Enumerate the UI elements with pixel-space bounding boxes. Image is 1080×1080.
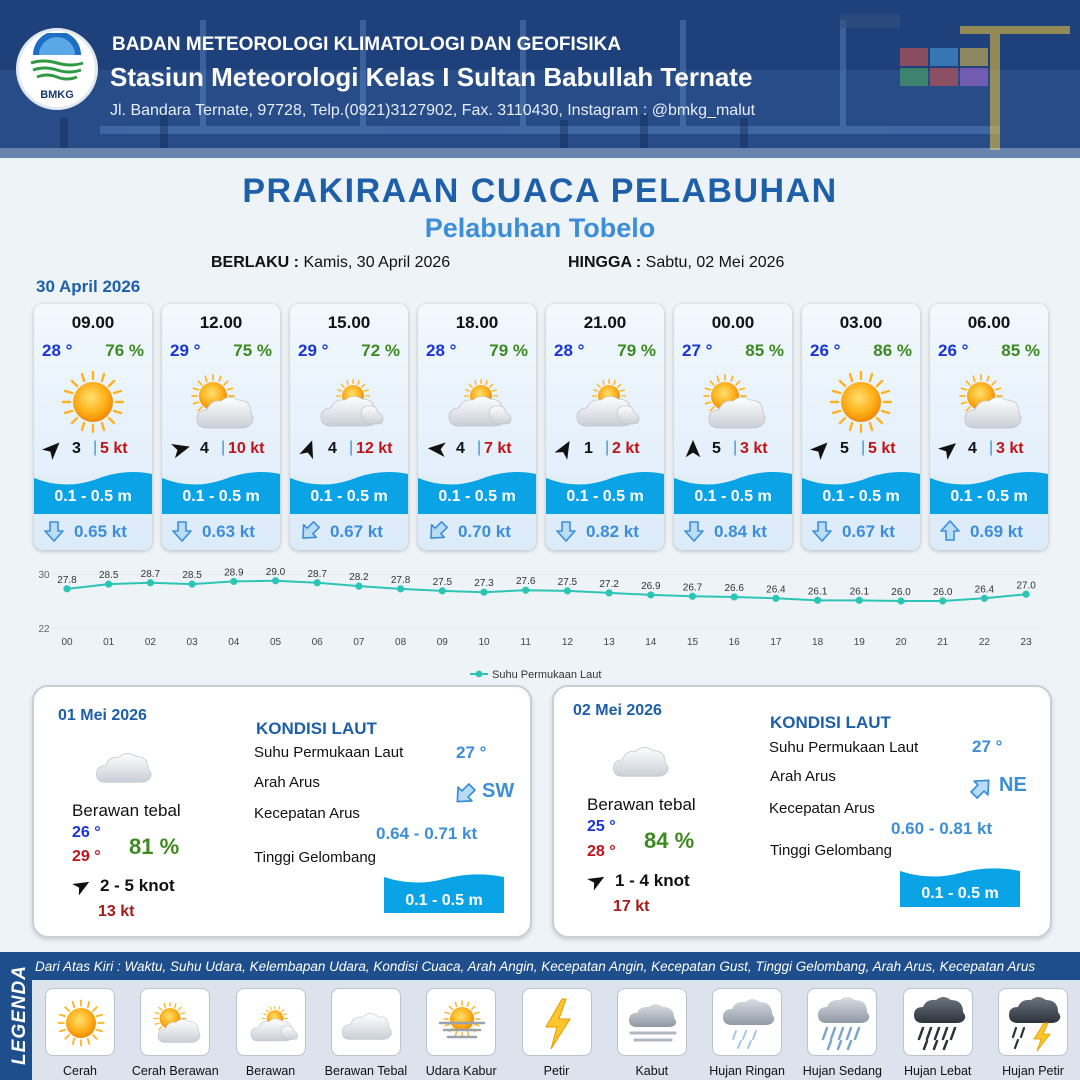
x-tick-label: 04 bbox=[228, 637, 240, 648]
sst-value: 27 ° bbox=[972, 737, 1003, 756]
data-label: 28.5 bbox=[182, 570, 202, 582]
card-temperature: 29 ° bbox=[170, 341, 201, 360]
wave-height-value: 0.1 - 0.5 m bbox=[921, 885, 999, 902]
data-label: 26.1 bbox=[807, 586, 828, 598]
panel-wind-speed: 2 - 5 knot bbox=[100, 876, 175, 895]
card-time: 00.00 bbox=[711, 313, 755, 332]
card-gust: 3 kt bbox=[996, 440, 1024, 457]
sun-cloud-icon bbox=[146, 993, 206, 1053]
forecast-date: 30 April 2026 bbox=[36, 277, 141, 296]
legend-label: Suhu Permukaan Laut bbox=[492, 669, 602, 681]
sst-value: 27 ° bbox=[456, 743, 487, 762]
current-direction-icon bbox=[554, 519, 578, 543]
x-tick-label: 07 bbox=[353, 637, 365, 648]
card-gust: 2 kt bbox=[612, 440, 640, 457]
card-wind-speed: 4 bbox=[200, 440, 209, 457]
x-tick-label: 19 bbox=[853, 637, 865, 648]
data-label: 27.0 bbox=[1016, 580, 1036, 592]
data-label: 27.6 bbox=[515, 576, 536, 588]
y-tick-label: 22 bbox=[38, 624, 50, 635]
sun-icon bbox=[821, 366, 901, 438]
data-point bbox=[439, 587, 446, 594]
legend-item-label: Hujan Petir bbox=[1002, 1064, 1064, 1078]
card-wind-speed: 3 bbox=[72, 440, 81, 457]
card-wind-speed: 5 bbox=[840, 440, 849, 457]
panel-humidity: 81 % bbox=[129, 834, 180, 859]
cloud-icon bbox=[89, 739, 159, 789]
data-point bbox=[480, 589, 487, 596]
sea-surface-temperature-chart bbox=[30, 562, 1050, 690]
sun-cloud-icon bbox=[181, 366, 261, 438]
panel-temp-min: 26 ° bbox=[72, 824, 101, 841]
light-rain-icon bbox=[718, 993, 778, 1053]
card-wind-separator: | bbox=[989, 439, 994, 456]
data-label: 29.0 bbox=[265, 566, 286, 578]
panel-date: 02 Mei 2026 bbox=[573, 702, 662, 719]
current-direction-icon bbox=[42, 519, 66, 543]
cloud-icon bbox=[606, 733, 676, 783]
fog-icon bbox=[623, 993, 683, 1053]
card-humidity: 72 % bbox=[361, 341, 400, 360]
valid-from bbox=[211, 254, 450, 272]
card-gust: 5 kt bbox=[868, 440, 896, 457]
data-point bbox=[314, 579, 321, 586]
x-tick-label: 21 bbox=[937, 637, 949, 648]
data-label: 27.5 bbox=[432, 576, 453, 588]
current-speed-value: 0.64 - 0.71 kt bbox=[376, 824, 478, 843]
cloud-sun-icon bbox=[565, 366, 645, 438]
data-label: 26.1 bbox=[849, 586, 870, 598]
card-wind bbox=[170, 438, 274, 460]
card-wind-separator: | bbox=[93, 439, 98, 456]
forecast-card bbox=[930, 304, 1048, 550]
card-gust: 5 kt bbox=[100, 440, 128, 457]
card-wave-height: 0.1 - 0.5 m bbox=[438, 488, 516, 505]
legend-icon-strip bbox=[32, 980, 1080, 1080]
bmkg-emblem-icon bbox=[19, 33, 95, 89]
x-tick-label: 17 bbox=[770, 637, 782, 648]
card-wind-separator: | bbox=[349, 439, 354, 456]
data-point bbox=[647, 591, 654, 598]
legend-item bbox=[426, 988, 496, 1056]
legend-item bbox=[236, 988, 306, 1056]
panel-gust: 13 kt bbox=[98, 903, 135, 920]
legend-item-label: Berawan Tebal bbox=[324, 1064, 408, 1078]
data-label: 28.5 bbox=[98, 570, 119, 582]
data-label: 28.7 bbox=[140, 568, 161, 580]
data-point bbox=[856, 597, 863, 604]
panel-condition: Berawan tebal bbox=[587, 795, 696, 814]
card-wind bbox=[426, 438, 530, 460]
card-wave-height: 0.1 - 0.5 m bbox=[822, 488, 900, 505]
card-gust: 7 kt bbox=[484, 440, 512, 457]
card-wave-height: 0.1 - 0.5 m bbox=[310, 488, 388, 505]
daily-panel-2 bbox=[552, 685, 1052, 938]
station-address: Jl. Bandara Ternate, 97728, Telp.(0921)3127902, Fax. 3110430, Instagram : @bmkg_malut bbox=[110, 102, 756, 119]
legend-item-label: Kabut bbox=[635, 1064, 669, 1078]
card-current-speed: 0.63 kt bbox=[202, 522, 255, 541]
legend-item bbox=[45, 988, 115, 1056]
sun-cloud-icon bbox=[693, 366, 773, 438]
sun-icon bbox=[53, 366, 133, 438]
data-point bbox=[689, 593, 696, 600]
legend-item bbox=[140, 988, 210, 1056]
legend-item-label: Hujan Ringan bbox=[709, 1064, 785, 1078]
forecast-card bbox=[674, 304, 792, 550]
data-label: 28.9 bbox=[224, 567, 244, 579]
card-current-speed: 0.67 kt bbox=[842, 522, 895, 541]
card-temperature: 28 ° bbox=[42, 341, 73, 360]
card-current bbox=[554, 518, 660, 544]
data-label: 27.8 bbox=[57, 574, 77, 586]
valid-to-label: HINGGA : bbox=[568, 254, 642, 271]
data-point bbox=[147, 579, 154, 586]
legend-item-label: Cerah Berawan bbox=[131, 1064, 219, 1078]
x-tick-label: 18 bbox=[812, 637, 824, 648]
data-label: 27.8 bbox=[390, 574, 411, 586]
current-speed-label: Kecepatan Arus bbox=[769, 800, 875, 817]
x-tick-label: 14 bbox=[645, 637, 657, 648]
valid-from-value: Kamis, 30 April 2026 bbox=[303, 254, 451, 271]
card-wind-separator: | bbox=[605, 439, 610, 456]
x-tick-label: 23 bbox=[1020, 637, 1032, 648]
card-temperature: 26 ° bbox=[938, 341, 969, 360]
data-point bbox=[355, 583, 362, 590]
data-label: 26.4 bbox=[766, 584, 786, 596]
forecast-card bbox=[802, 304, 920, 550]
moderate-rain-icon bbox=[813, 993, 873, 1053]
current-direction-icon bbox=[963, 770, 1000, 807]
card-temperature: 26 ° bbox=[810, 341, 841, 360]
legend-item-label: Cerah bbox=[62, 1064, 98, 1078]
current-direction-label: Arah Arus bbox=[770, 768, 836, 785]
forecast-card bbox=[418, 304, 536, 550]
data-point bbox=[564, 587, 571, 594]
data-label: 26.4 bbox=[974, 584, 995, 596]
data-point bbox=[63, 585, 70, 592]
legend-item-label: Hujan Lebat bbox=[903, 1064, 972, 1078]
data-label: 27.5 bbox=[557, 576, 578, 588]
card-time: 03.00 bbox=[839, 313, 883, 332]
card-wave-height: 0.1 - 0.5 m bbox=[950, 488, 1028, 505]
card-wind bbox=[554, 438, 658, 460]
cloud-sun-icon bbox=[242, 993, 302, 1053]
card-wind-speed: 1 bbox=[584, 440, 593, 457]
legend-item-label: Berawan bbox=[245, 1064, 296, 1078]
data-point bbox=[189, 581, 196, 588]
data-point bbox=[522, 587, 529, 594]
legend-title: LEGENDA bbox=[9, 965, 30, 1065]
wave-height-label: Tinggi Gelombang bbox=[254, 849, 377, 866]
card-humidity: 85 % bbox=[1001, 341, 1040, 360]
data-point bbox=[981, 595, 988, 602]
card-wind-speed: 4 bbox=[968, 440, 977, 457]
card-wind-separator: | bbox=[221, 439, 226, 456]
x-tick-label: 05 bbox=[269, 637, 282, 648]
current-direction-icon bbox=[447, 776, 484, 813]
x-tick-label: 11 bbox=[520, 637, 531, 648]
data-label: 26.9 bbox=[641, 580, 661, 592]
port-name: Pelabuhan Tobelo bbox=[424, 213, 656, 243]
card-humidity: 76 % bbox=[105, 341, 144, 360]
legend-item bbox=[807, 988, 877, 1056]
data-label: 26.0 bbox=[932, 587, 953, 598]
valid-to bbox=[568, 254, 784, 272]
card-time: 12.00 bbox=[199, 313, 243, 332]
legend-swatch-dot bbox=[476, 671, 483, 678]
valid-to-value: Sabtu, 02 Mei 2026 bbox=[645, 254, 785, 271]
current-direction-icon bbox=[810, 519, 834, 543]
x-tick-label: 01 bbox=[103, 637, 115, 648]
data-label: 28.7 bbox=[307, 568, 327, 580]
card-time: 15.00 bbox=[327, 313, 371, 332]
panel-condition: Berawan tebal bbox=[72, 801, 181, 820]
card-current-speed: 0.84 kt bbox=[714, 522, 767, 541]
current-direction-value: SW bbox=[482, 780, 515, 802]
legend-item bbox=[998, 988, 1068, 1056]
legend bbox=[0, 952, 1080, 1080]
x-tick-label: 00 bbox=[61, 637, 73, 648]
card-current-speed: 0.67 kt bbox=[330, 522, 383, 541]
haze-icon bbox=[432, 993, 492, 1053]
cloud-sun-icon bbox=[309, 366, 389, 438]
x-tick-label: 12 bbox=[561, 637, 573, 648]
card-time: 06.00 bbox=[967, 313, 1011, 332]
wind-direction-icon bbox=[425, 437, 449, 461]
cloud-icon bbox=[337, 993, 397, 1053]
thunderstorm-icon bbox=[1004, 993, 1064, 1053]
panel-gust: 17 kt bbox=[613, 898, 650, 915]
card-time: 18.00 bbox=[455, 313, 499, 332]
legend-item-label: Hujan Sedang bbox=[802, 1064, 882, 1078]
legend-note: Dari Atas Kiri : Waktu, Suhu Udara, Kelembapan Udara, Kondisi Cuaca, Arah Angin, Kecepatan Angin, Kecepatan Gust, Tinggi Gelombang, Arah Arus, Kecepatan Arus bbox=[35, 959, 1036, 974]
data-label: 26.0 bbox=[891, 587, 911, 598]
current-direction-icon bbox=[682, 519, 706, 543]
x-tick-label: 08 bbox=[395, 637, 407, 648]
current-speed-value: 0.60 - 0.81 kt bbox=[891, 819, 993, 838]
card-current bbox=[810, 518, 916, 544]
hourly-forecast-cards bbox=[34, 304, 1054, 552]
card-current bbox=[682, 518, 788, 544]
card-current-speed: 0.69 kt bbox=[970, 522, 1023, 541]
card-wave-height: 0.1 - 0.5 m bbox=[54, 488, 132, 505]
card-current-speed: 0.70 kt bbox=[458, 522, 511, 541]
panel-wind-speed: 1 - 4 knot bbox=[615, 871, 690, 890]
legend-item-label: Petir bbox=[543, 1064, 570, 1078]
heavy-rain-icon bbox=[909, 993, 969, 1053]
kondisi-laut-title: KONDISI LAUT bbox=[770, 713, 891, 732]
wind-direction-icon bbox=[295, 435, 323, 463]
forecast-card bbox=[546, 304, 664, 550]
sun-cloud-icon bbox=[949, 366, 1029, 438]
wave-height-label: Tinggi Gelombang bbox=[770, 842, 893, 859]
data-point bbox=[272, 577, 279, 584]
sst-label: Suhu Permukaan Laut bbox=[769, 739, 919, 756]
card-wind bbox=[298, 438, 402, 460]
wind-direction-icon bbox=[168, 436, 195, 463]
data-point bbox=[814, 597, 821, 604]
card-current bbox=[938, 518, 1044, 544]
panel-date: 01 Mei 2026 bbox=[58, 707, 147, 724]
data-point bbox=[230, 578, 237, 585]
card-current bbox=[170, 518, 276, 544]
legend-item bbox=[903, 988, 973, 1056]
valid-from-label: BERLAKU : bbox=[211, 254, 299, 271]
sst-label: Suhu Permukaan Laut bbox=[254, 744, 404, 761]
card-temperature: 27 ° bbox=[682, 341, 713, 360]
x-tick-label: 20 bbox=[895, 637, 907, 648]
card-wave-height: 0.1 - 0.5 m bbox=[182, 488, 260, 505]
data-point bbox=[731, 593, 738, 600]
wind-direction-icon bbox=[68, 872, 95, 899]
page-title: PRAKIRAAN CUACA PELABUHAN bbox=[242, 172, 838, 210]
y-tick-label: 30 bbox=[38, 570, 50, 581]
card-humidity: 79 % bbox=[617, 341, 656, 360]
card-wind bbox=[682, 438, 786, 460]
current-direction-label: Arah Arus bbox=[254, 774, 320, 791]
card-wave-height: 0.1 - 0.5 m bbox=[694, 488, 772, 505]
current-direction-value: NE bbox=[999, 774, 1027, 796]
sun-icon bbox=[51, 993, 111, 1053]
card-time: 09.00 bbox=[71, 313, 115, 332]
data-label: 27.3 bbox=[474, 578, 494, 590]
legend-item bbox=[331, 988, 401, 1056]
current-direction-icon bbox=[293, 514, 327, 548]
data-label: 26.6 bbox=[724, 582, 744, 594]
card-wind-speed: 4 bbox=[328, 440, 337, 457]
card-humidity: 85 % bbox=[745, 341, 784, 360]
x-tick-label: 16 bbox=[728, 637, 740, 648]
daily-panel-1 bbox=[32, 685, 532, 938]
card-humidity: 75 % bbox=[233, 341, 272, 360]
card-wave-height: 0.1 - 0.5 m bbox=[566, 488, 644, 505]
data-label: 27.2 bbox=[599, 578, 619, 590]
legend-item bbox=[522, 988, 592, 1056]
card-wind-speed: 4 bbox=[456, 440, 465, 457]
data-point bbox=[897, 597, 904, 604]
x-tick-label: 13 bbox=[603, 637, 615, 648]
data-label: 26.7 bbox=[682, 582, 703, 594]
wave-height-value: 0.1 - 0.5 m bbox=[405, 892, 483, 909]
wind-direction-icon bbox=[583, 867, 610, 894]
current-direction-icon bbox=[421, 514, 455, 548]
legend-item-label: Udara Kabur bbox=[425, 1064, 497, 1078]
panel-temp-min: 25 ° bbox=[587, 818, 616, 835]
data-point bbox=[105, 581, 112, 588]
panel-temp-max: 29 ° bbox=[72, 848, 101, 865]
current-direction-icon bbox=[938, 519, 962, 543]
logo-text: BMKG bbox=[40, 89, 74, 101]
data-point bbox=[772, 595, 779, 602]
card-time: 21.00 bbox=[583, 313, 627, 332]
forecast-card bbox=[290, 304, 408, 550]
card-temperature: 28 ° bbox=[554, 341, 585, 360]
x-tick-label: 09 bbox=[436, 637, 448, 648]
lightning-icon bbox=[528, 993, 588, 1053]
data-label: 28.2 bbox=[349, 572, 369, 584]
card-gust: 10 kt bbox=[228, 440, 265, 457]
card-wind-separator: | bbox=[733, 439, 738, 456]
bmkg-logo bbox=[16, 28, 98, 110]
card-temperature: 28 ° bbox=[426, 341, 457, 360]
x-tick-label: 22 bbox=[978, 637, 990, 648]
x-tick-label: 06 bbox=[311, 637, 323, 648]
card-humidity: 79 % bbox=[489, 341, 528, 360]
station-name: Stasiun Meteorologi Kelas I Sultan Babullah Ternate bbox=[110, 62, 753, 92]
chart-svg bbox=[30, 562, 1050, 690]
forecast-card bbox=[162, 304, 280, 550]
data-point bbox=[939, 597, 946, 604]
card-wind bbox=[42, 438, 146, 460]
x-tick-label: 15 bbox=[686, 637, 699, 648]
card-current bbox=[42, 518, 148, 544]
x-tick-label: 03 bbox=[186, 637, 198, 648]
card-wind-separator: | bbox=[861, 439, 866, 456]
card-temperature: 29 ° bbox=[298, 341, 329, 360]
card-humidity: 86 % bbox=[873, 341, 912, 360]
card-wind-speed: 5 bbox=[712, 440, 721, 457]
card-gust: 3 kt bbox=[740, 440, 768, 457]
agency-name: BADAN METEOROLOGI KLIMATOLOGI DAN GEOFISIKA bbox=[112, 34, 622, 55]
page-header bbox=[0, 0, 1080, 158]
legend-item bbox=[712, 988, 782, 1056]
card-current-speed: 0.82 kt bbox=[586, 522, 639, 541]
card-wind bbox=[810, 438, 914, 460]
forecast-card bbox=[34, 304, 152, 550]
card-current-speed: 0.65 kt bbox=[74, 522, 127, 541]
wind-direction-icon bbox=[682, 438, 704, 460]
data-point bbox=[1023, 591, 1030, 598]
cloud-sun-icon bbox=[437, 366, 517, 438]
data-point bbox=[397, 585, 404, 592]
panel-temp-max: 28 ° bbox=[587, 843, 616, 860]
data-point bbox=[606, 589, 613, 596]
legend-item bbox=[617, 988, 687, 1056]
current-speed-label: Kecepatan Arus bbox=[254, 805, 360, 822]
card-wind bbox=[938, 438, 1042, 460]
kondisi-laut-title: KONDISI LAUT bbox=[256, 719, 377, 738]
card-current bbox=[298, 518, 404, 544]
x-tick-label: 02 bbox=[144, 637, 156, 648]
card-current bbox=[426, 518, 532, 544]
card-gust: 12 kt bbox=[356, 440, 393, 457]
current-direction-icon bbox=[170, 519, 194, 543]
card-wind-separator: | bbox=[477, 439, 482, 456]
x-tick-label: 10 bbox=[478, 637, 490, 648]
panel-humidity: 84 % bbox=[644, 828, 695, 853]
